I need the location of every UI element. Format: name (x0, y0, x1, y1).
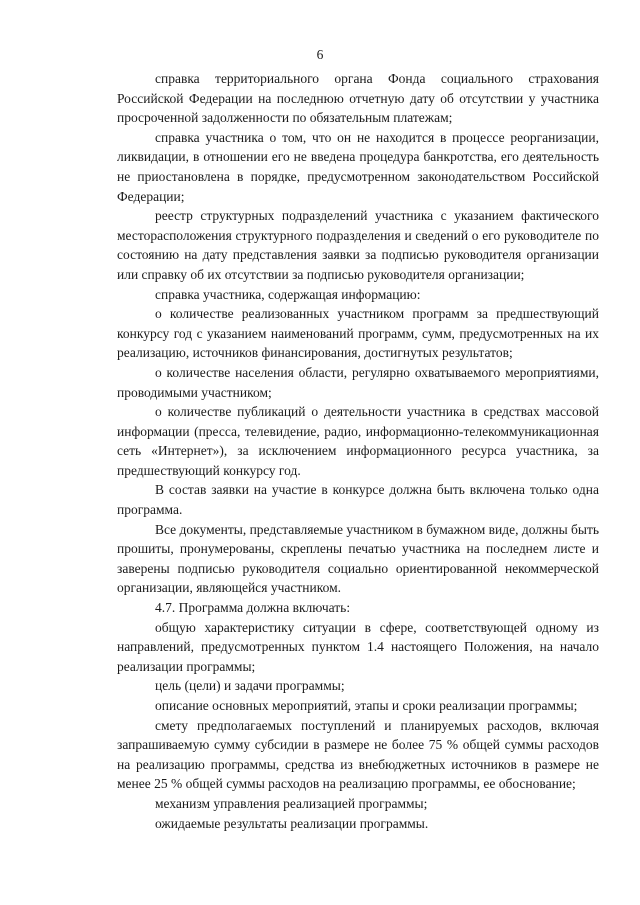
document-body (117, 69, 599, 833)
paragraph-goals: цель (цели) и задачи программы; (155, 678, 345, 694)
paragraph-general-characteristic: общую характеристику ситуации в сфере, соответствующей одному из направлений, предусмотренных пунктом 1.4 настоящего Положения, на начало реализации программы; (117, 619, 599, 674)
paragraph-programs-count: о количестве реализованных участником программ за предшествующий конкурсу год с указанием наименований программ, сумм, предусмотренных на их реализацию, источников финансирования, достигнутых результатов; (117, 306, 599, 361)
paragraph-population-coverage: о количестве населения области, регулярно охватываемого мероприятиями, проводимыми участником; (117, 364, 599, 400)
paragraph-expected-results: ожидаемые результаты реализации программы. (155, 815, 429, 831)
page-number: 6 (316, 47, 324, 62)
paragraph-single-program: В состав заявки на участие в конкурсе должна быть включена только одна программа. (117, 482, 599, 518)
paragraph-activities: описание основных мероприятий, этапы и сроки реализации программы; (155, 698, 578, 713)
paragraph-publications: о количестве публикаций о деятельности участника в средствах массовой информации (пресса, телевидение, радио, информационно-телекоммуникационная сеть «Интернет»), за исключением информационного ресурса участника, за предшествующий конкурсу год. (117, 404, 599, 478)
paragraph-fss-certificate: справка территориального органа Фонда социального страхования Российской Федерации на последнюю отчетную дату об отсутствии у участника просроченной задолженности по обязательным платежам; (117, 71, 599, 126)
paragraph-structural-units-register: реестр структурных подразделений участника с указанием фактического месторасположения структурного подразделения и сведений о его руководителе по состоянию на дату представления заявки за подписью руководителя организации или справку об их отсутствии за подписью руководителя организации; (117, 208, 599, 282)
paragraph-management: механизм управления реализацией программы; (155, 795, 428, 811)
paragraph-info-certificate: справка участника, содержащая информацию: (155, 286, 421, 302)
paragraph-budget: смету предполагаемых поступлений и планируемых расходов, включая запрашиваемую сумму субсидии в размере не более 75 % общей суммы расходов на реализацию программы, средства из внебюджетных источников в размере не менее 25 % общей суммы расходов на реализацию программы, ее обоснование; (117, 717, 599, 792)
paragraph-documents-binding: Все документы, представляемые участником в бумажном виде, должны быть прошиты, пронумерованы, скреплены печатью участника на последнем листе и заверены подписью руководителя социально ориентированной некоммерческой организации, являющейся участником. (117, 521, 600, 596)
paragraph-no-reorganization: справка участника о том, что он не находится в процессе реорганизации, ликвидации, в отношении его не введена процедура банкротства, его деятельность не приостановлена в порядке, предусмотренном законодательством Российской Федерации; (117, 129, 599, 204)
paragraph-section-4-7: 4.7. Программа должна включать: (155, 600, 351, 616)
